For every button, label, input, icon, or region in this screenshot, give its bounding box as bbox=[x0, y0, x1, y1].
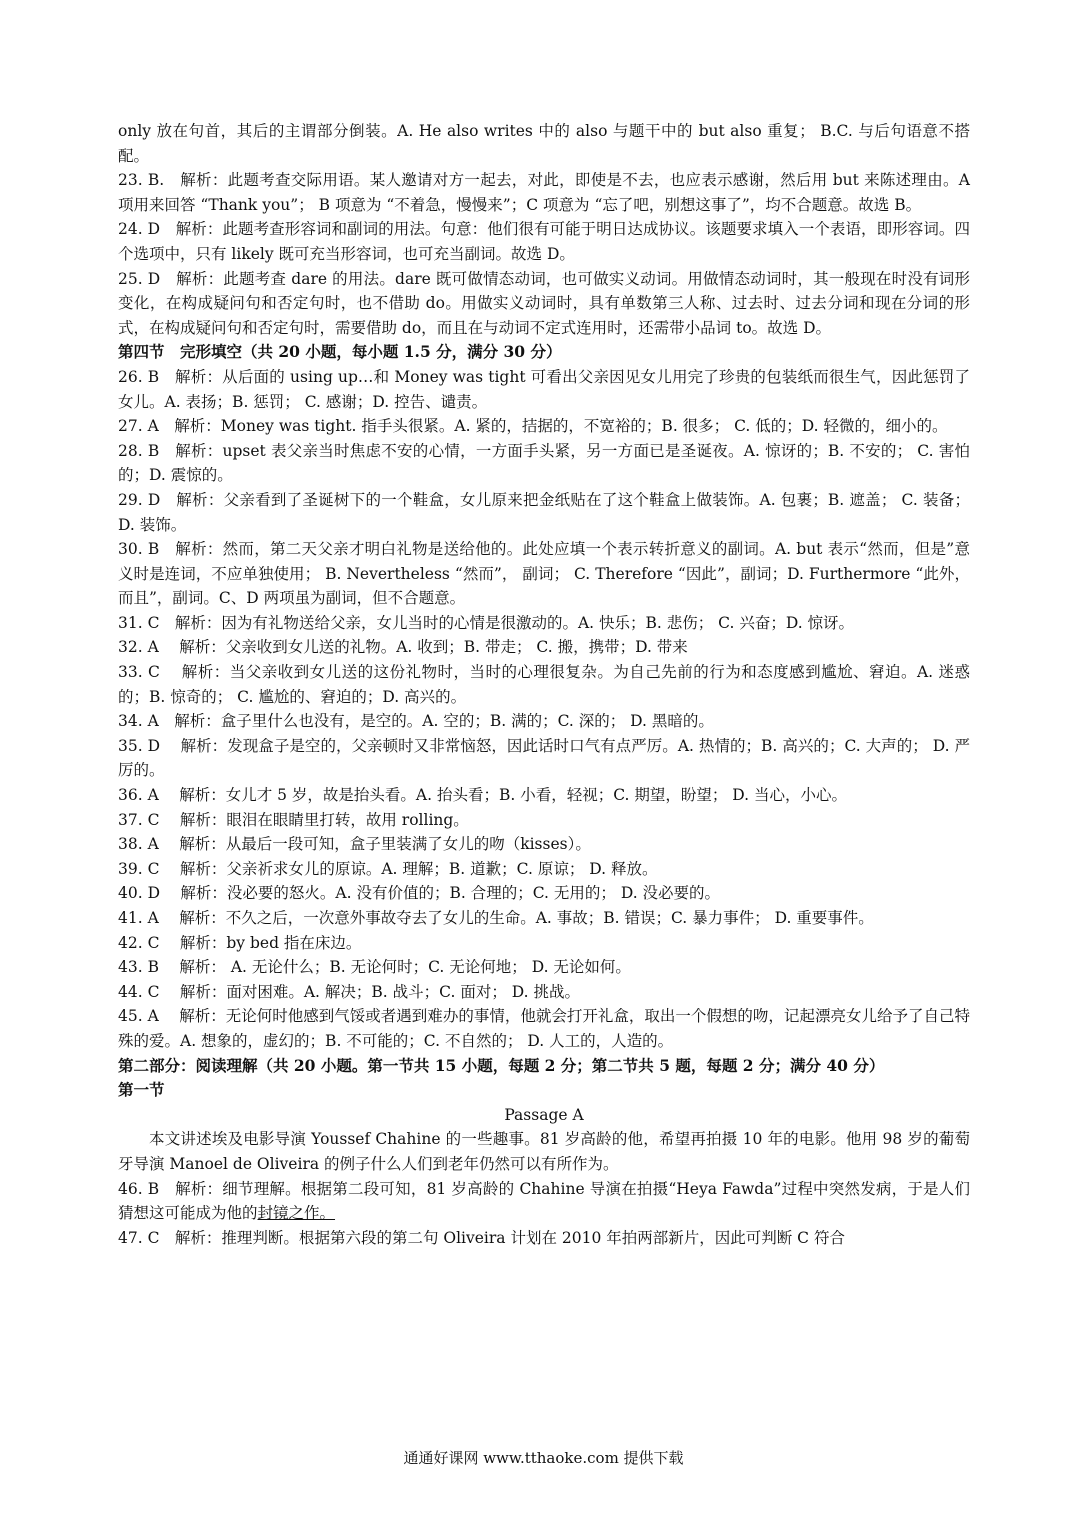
answer-27: 27. A 解析：Money was tight. 指手头很紧。A. 紧的，拮据的，不宽裕的；B. 很多； C. 低的；D. 轻微的，细小的。 bbox=[118, 417, 948, 436]
answer-34: 34. A 解析：盒子里什么也没有，是空的。A. 空的；B. 满的；C. 深的； D. 黑暗的。 bbox=[118, 712, 714, 731]
page-footer: 通通好课网 www.tthaoke.com 提供下载 bbox=[403, 1449, 684, 1467]
answer-25: 25. D 解析：此题考查 dare 的用法。dare 既可做情态动词，也可做实义动词。用做情态动词时，其一般现在时没有词形变化，在构成疑问句和否定句时，也不借助 do。用做实义动词时，具有单数第三人称、过去时、过去分词和现在分词的形式，在构成疑问句和否定句时，需要借助 do，而且在与动词不定式连用时，还需带小品词 to。故选 D。 bbox=[118, 269, 970, 337]
answer-47: 47. C 解析：推理判断。根据第六段的第二句 Oliveira 计划在 2010 年拍两部新片，因此可判断 C 符合 bbox=[118, 1228, 845, 1247]
answer-41: 41. A 解析：不久之后，一次意外事故夺去了女儿的生命。A. 事故；B. 错误；C. 暴力事件； D. 重要事件。 bbox=[118, 909, 874, 927]
answer-46-underlined: 封镜之作。 bbox=[257, 1204, 336, 1223]
answer-42: 42. C 解析：by bed 指在床边。 bbox=[118, 933, 362, 952]
answer-44: 44. C 解析：面对困难。A. 解决；B. 战斗；C. 面对； D. 挑战。 bbox=[118, 982, 580, 1001]
answer-46-text: 46. B 解析：细节理解。根据第二段可知，81 岁高龄的 Chahine 导演在拍摄“Heya Fawda”过程中突然发病，于是人们猜想这可能成为他的 bbox=[118, 1179, 970, 1223]
answer-24: 24. D 解析：此题考查形容词和副词的用法。句意：他们很有可能于明日达成协议。该题要求填入一个表语，即形容词。四个选项中，只有 likely 既可充当形容词，也可充当副词。故选 D。 bbox=[118, 220, 970, 263]
answer-37: 37. C 解析：眼泪在眼睛里打转，故用 rolling。 bbox=[118, 810, 469, 829]
document-body bbox=[118, 119, 970, 1250]
answer-28: 28. B 解析：upset 表父亲当时焦虑不安的心情，一方面手头紧，另一方面已是圣诞夜。A. 惊讶的；B. 不安的； C. 害怕的；D. 震惊的。 bbox=[118, 441, 970, 485]
answer-23: 23. B. 解析：此题考查交际用语。某人邀请对方一起去，对此，即使是不去，也应表示感谢，然后用 but 来陈述理由。A 项用来回答 “Thank you”； B 项意为 “不着急，慢慢来”；C 项意为 “忘了吧，别想这事了”，均不合题意。故选 B。 bbox=[118, 171, 970, 214]
text-line: only 放在句首，其后的主谓部分倒装。A. He also writes 中的 also 与题干中的 but also 重复； B.C. 与后句语意不搭配。 bbox=[118, 122, 970, 165]
answer-31: 31. C 解析：因为有礼物送给父亲，女儿当时的心情是很激动的。A. 快乐；B. 悲伤； C. 兴奋；D. 惊讶。 bbox=[118, 613, 855, 632]
answer-30: 30. B 解析：然而，第二天父亲才明白礼物是送给他的。此处应填一个表示转折意义的副词。A. but 表示“然而，但是”意义时是连词，不应单独使用； B. Nevertheless “然而”， 副词； C. Therefore “因此”，副词；D. Furthermore “此外，而且”，副词。C、D 两项虽为副词，但不合题意。 bbox=[118, 540, 970, 608]
section-heading: 第四节 完形填空（共 20 小题，每小题 1.5 分，满分 30 分） bbox=[118, 342, 562, 362]
answer-36: 36. A 解析：女儿才 5 岁，故是抬头看。A. 抬头看；B. 小看，轻视；C. 期望，盼望； D. 当心，小心。 bbox=[118, 786, 848, 805]
answer-29: 29. D 解析：父亲看到了圣诞树下的一个鞋盒，女儿原来把金纸贴在了这个鞋盒上做装饰。A. 包裹；B. 遮盖； C. 装备；D. 装饰。 bbox=[118, 490, 970, 534]
part-heading: 第二部分：阅读理解（共 20 小题。第一节共 15 小题，每题 2 分；第二节共 5 题，每题 2 分；满分 40 分） bbox=[118, 1055, 885, 1075]
answer-38: 38. A 解析：从最后一段可知，盒子里装满了女儿的吻（kisses）。 bbox=[118, 835, 591, 854]
answer-26: 26. B 解析：从后面的 using up…和 Money was tight 可看出父亲因见女儿用完了珍贵的包装纸而很生气，因此惩罚了女儿。A. 表扬；B. 惩罚； C. 感谢；D. 控告、谴责。 bbox=[118, 367, 970, 411]
section-heading: 第一节 bbox=[118, 1080, 165, 1100]
answer-43: 43. B 解析： A. 无论什么；B. 无论何时；C. 无论何地； D. 无论如何。 bbox=[118, 958, 631, 977]
answer-35: 35. D 解析：发现盒子是空的，父亲顿时又非常恼怒，因此话时口气有点严厉。A. 热情的；B. 高兴的；C. 大声的； D. 严厉的。 bbox=[118, 736, 970, 780]
answer-33: 33. C 解析：当父亲收到女儿送的这份礼物时，当时的心理很复杂。为自己先前的行为和态度感到尴尬、窘迫。A. 迷惑的；B. 惊奇的； C. 尴尬的、窘迫的；D. 高兴的。 bbox=[118, 663, 970, 706]
passage-title: Passage A bbox=[504, 1105, 584, 1124]
answer-32: 32. A 解析：父亲收到女儿送的礼物。A. 收到；B. 带走； C. 搬，携带；D. 带来 bbox=[118, 638, 688, 657]
answer-40: 40. D 解析：没必要的怒火。A. 没有价值的；B. 合理的；C. 无用的； D. 没必要的。 bbox=[118, 884, 721, 903]
passage-intro: 本文讲述埃及电影导演 Youssef Chahine 的一些趣事。81 岁高龄的他，希望再拍摄 10 年的电影。他用 98 岁的葡萄牙导演 Manoel de Oliveira 的例子什么人们到老年仍然可以有所作为。 bbox=[118, 1130, 970, 1173]
answer-46 bbox=[118, 1177, 970, 1226]
answer-45: 45. A 解析：无论何时他感到气馁或者遇到难办的事情，他就会打开礼盒，取出一个假想的吻，记起漂亮女儿给予了自己特殊的爱。A. 想象的，虚幻的；B. 不可能的；C. 不自然的； D. 人工的，人造的。 bbox=[118, 1007, 970, 1050]
answer-39: 39. C 解析：父亲祈求女儿的原谅。A. 理解；B. 道歉；C. 原谅； D. 释放。 bbox=[118, 859, 658, 878]
